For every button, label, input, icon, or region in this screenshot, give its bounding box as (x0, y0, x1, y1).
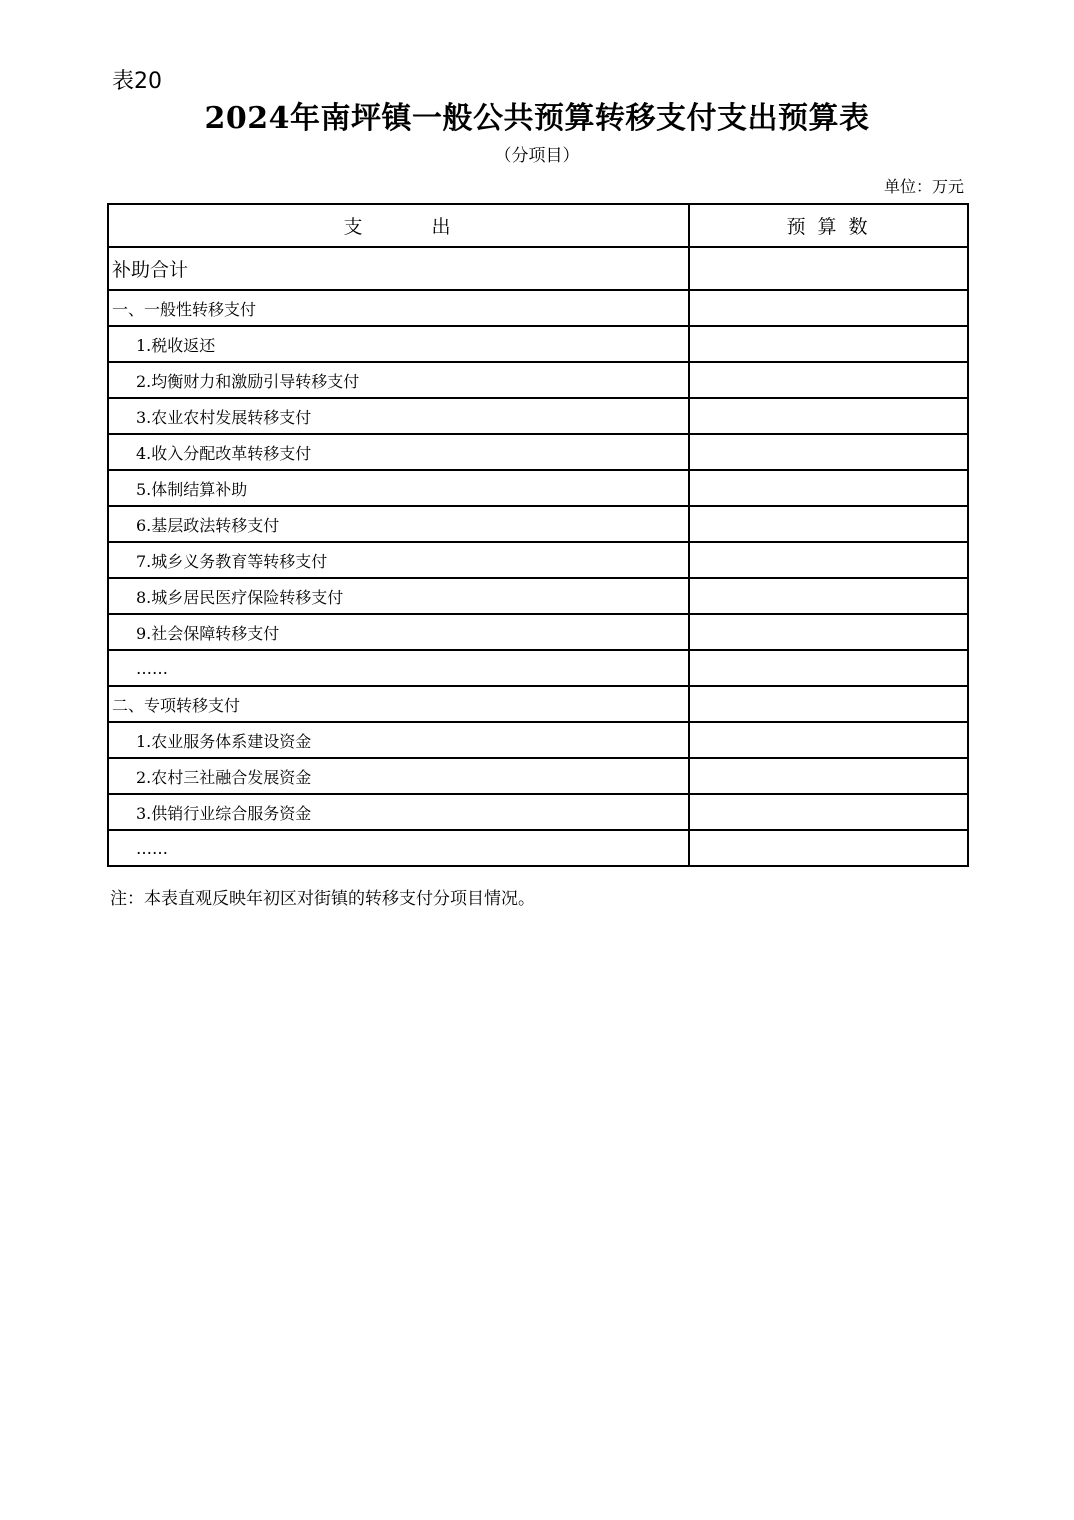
row-label: 一、一般性转移支付 (108, 290, 689, 326)
table-row (108, 506, 968, 542)
row-label: 1.税收返还 (108, 326, 689, 362)
table-row (108, 650, 968, 686)
row-value (689, 542, 968, 578)
row-label: 9.社会保障转移支付 (108, 614, 689, 650)
table-row (108, 794, 968, 830)
row-value (689, 650, 968, 686)
budget-table (107, 203, 969, 867)
row-value (689, 830, 968, 866)
table-row (108, 290, 968, 326)
row-label: 5.体制结算补助 (108, 470, 689, 506)
table-row (108, 434, 968, 470)
row-value (689, 578, 968, 614)
row-value (689, 614, 968, 650)
row-label: 8.城乡居民医疗保险转移支付 (108, 578, 689, 614)
table-row (108, 758, 968, 794)
table-row (108, 542, 968, 578)
row-label: …… (108, 650, 689, 686)
row-label: 6.基层政法转移支付 (108, 506, 689, 542)
total-value (689, 247, 968, 290)
table-header-row (108, 204, 968, 247)
table-row (108, 722, 968, 758)
row-value (689, 794, 968, 830)
header-expenditure: 支 出 (108, 204, 689, 247)
table-row (108, 362, 968, 398)
row-value (689, 434, 968, 470)
row-value (689, 398, 968, 434)
table-row (108, 470, 968, 506)
row-label: 7.城乡义务教育等转移支付 (108, 542, 689, 578)
row-label: 3.供销行业综合服务资金 (108, 794, 689, 830)
row-label: 3.农业农村发展转移支付 (108, 398, 689, 434)
row-label: 2.农村三社融合发展资金 (108, 758, 689, 794)
table-row (108, 578, 968, 614)
row-label: 二、专项转移支付 (108, 686, 689, 722)
row-value (689, 722, 968, 758)
row-value (689, 470, 968, 506)
unit-label: 单位：万元 (883, 177, 964, 196)
row-value (689, 686, 968, 722)
table-row (108, 830, 968, 866)
row-value (689, 506, 968, 542)
table-row (108, 326, 968, 362)
header-budget-amount: 预 算 数 (689, 204, 968, 247)
row-label: 2.均衡财力和激励引导转移支付 (108, 362, 689, 398)
row-label: 4.收入分配改革转移支付 (108, 434, 689, 470)
row-label: …… (108, 830, 689, 866)
row-value (689, 290, 968, 326)
table-note: 注：本表直观反映年初区对街镇的转移支付分项目情况。 (110, 889, 535, 909)
page-title: 2024年南坪镇一般公共预算转移支付支出预算表 (204, 101, 870, 136)
page-subtitle: （分项目） (494, 146, 580, 166)
row-value (689, 362, 968, 398)
table-row (108, 398, 968, 434)
row-label: 1.农业服务体系建设资金 (108, 722, 689, 758)
total-row (108, 247, 968, 290)
table-number: 表20 (112, 69, 162, 94)
row-value (689, 326, 968, 362)
table-row (108, 686, 968, 722)
table-row (108, 614, 968, 650)
total-label: 补助合计 (108, 247, 689, 290)
row-value (689, 758, 968, 794)
